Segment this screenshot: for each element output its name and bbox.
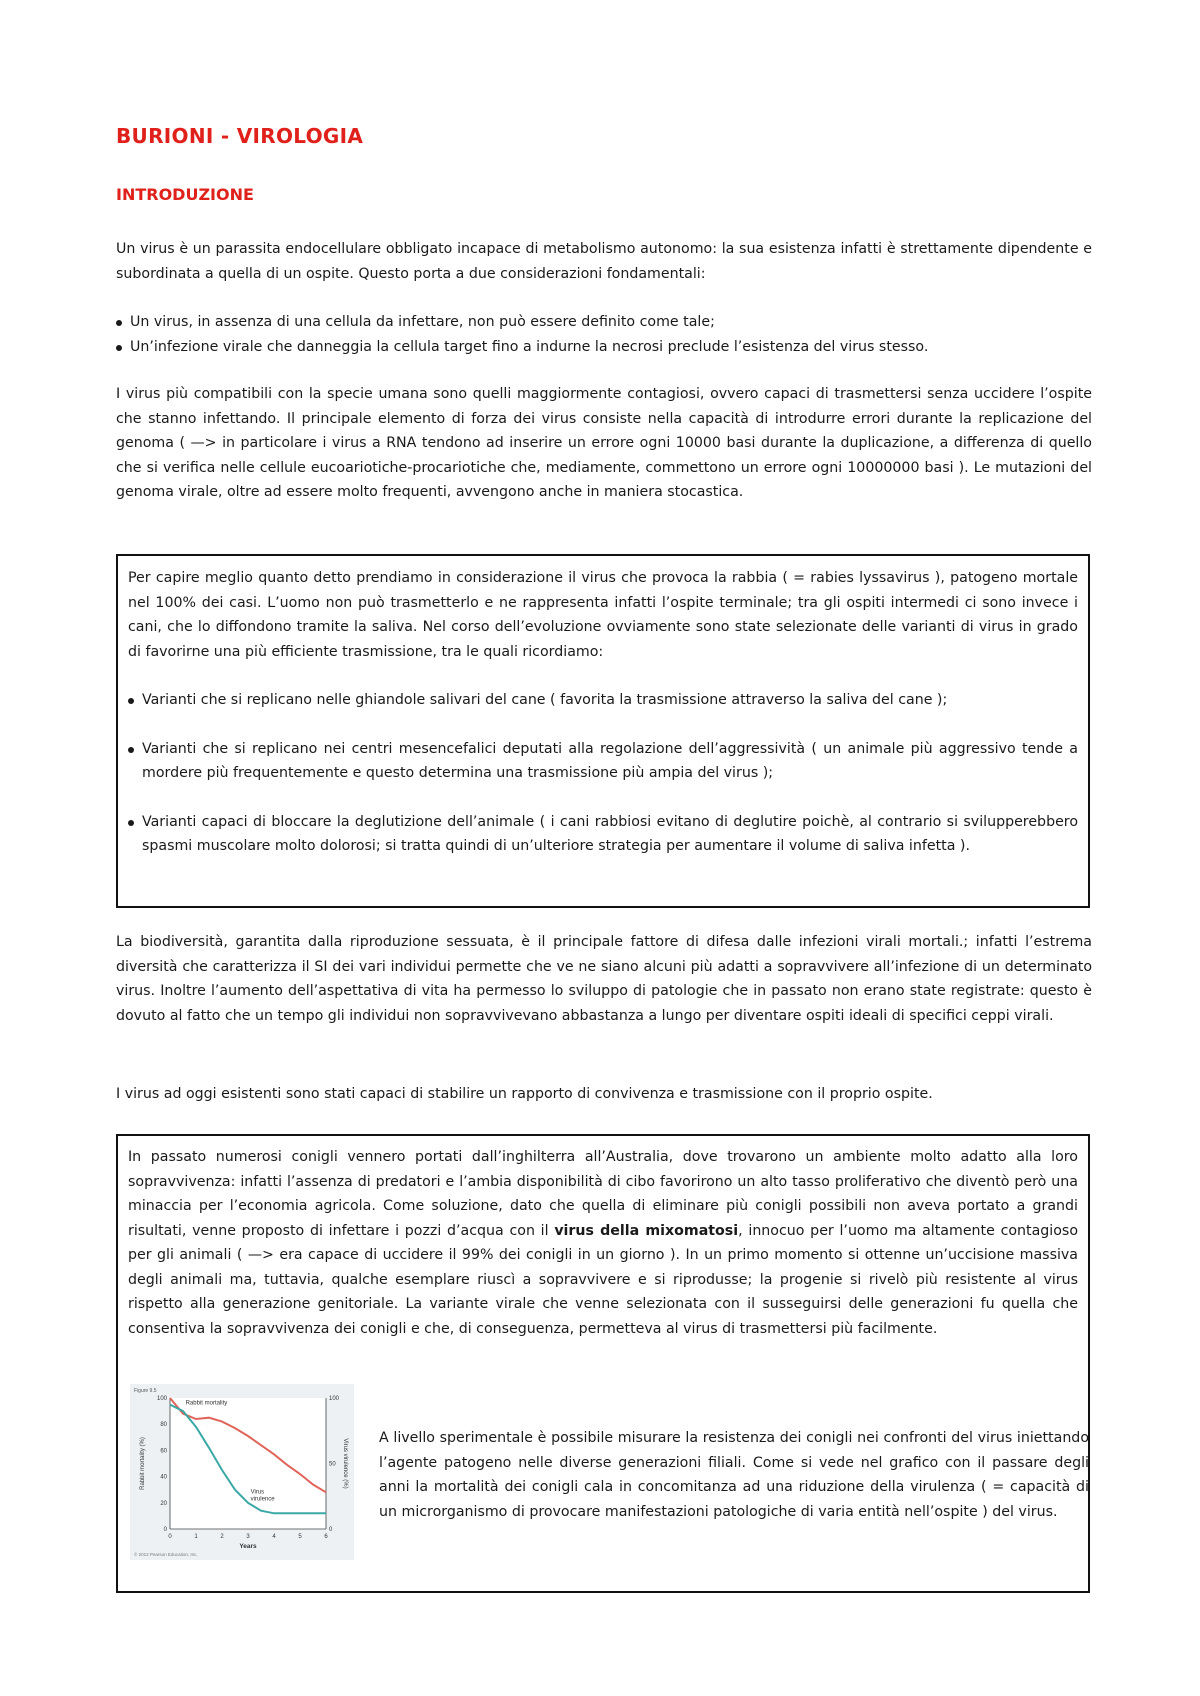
list-item-text: Un’infezione virale che danneggia la cellula target fino a indurne la necrosi preclude l’esistenza del virus stesso. <box>130 338 929 355</box>
legend-rabbit-mortality: Rabbit mortality <box>185 1400 228 1407</box>
myxomatosis-bold: virus della mixomatosi <box>554 1222 739 1239</box>
rabies-intro: Per capire meglio quanto detto prendiamo in considerazione il virus che provoca la rabbia ( = rabies lyssavirus ), patogeno mortale nel 100% dei casi. L’uomo non può trasmetterlo e ne rappresenta infatti l’ospite terminale; tra gli ospiti intermedi ci sono invece i cani, che lo diffondono tramite la saliva. Nel corso dell’evoluzione ovviamente sono state selezionate delle varianti di virus in grado di favorirne una più efficiente trasmissione, tra le quali ricordiamo: <box>128 570 1078 660</box>
bullet-list <box>116 310 1092 359</box>
list-item-text: Un virus, in assenza di una cellula da infettare, non può essere definito come tale; <box>130 314 715 330</box>
list-item-text: Varianti che si replicano nei centri mesencefalici deputati alla regolazione dell’aggressività ( un animale più aggressivo tende a mordere più frequentemente e questo determina una trasmissione più ampia del virus ); <box>142 740 1078 781</box>
experiment-text: A livello sperimentale è possibile misurare la resistenza dei conigli nei confronti del virus iniettando l’agente patogeno nelle diverse generazioni filiali. Come si vede nel grafico con il passare degli anni la mortalità dei conigli cala in concomitanza ad una riduzione della virulenza ( = capacità di un microrganismo di provocare manifestazioni patologiche di varia entità nell’ospite ) del virus. <box>379 1430 1089 1520</box>
list-item <box>116 310 1092 335</box>
list-item-text: Varianti capaci di bloccare la deglutizione dell’animale ( i cani rabbiosi evitano di deglutire poichè, al contrario si svilupperebbero spasmi muscolare molto dolorosi; si tratta quindi di un’ulteriore strategia per aumentare il volume di saliva infetta ). <box>142 813 1078 854</box>
list-item <box>128 810 1078 859</box>
myxomatosis-text-b: , innocuo per l’uomo ma altamente contagioso per gli animali ( —> era capace di uccidere il 99% dei conigli in un giorno ). In un primo momento si ottenne un’uccisione massiva degli animali ma, tuttavia, qualche esemplare riuscì a sopravvivere e si riprodusse; la progenie si rivelò più resistente al virus rispetto alla generazione genitoriale. La variante virale che venne selezionata con il susseguirsi delle generazioni fu quella che consentiva la sopravvivenza dei conigli e che, di conseguenza, permetteva al virus di trasmettersi più facilmente. <box>128 1222 1078 1337</box>
legend-virus-virulence-1: Virus <box>250 1489 265 1496</box>
bullet-icon <box>128 820 134 826</box>
list-item <box>128 737 1078 786</box>
list-item <box>128 688 1078 713</box>
figure-label: Figure 9.5 <box>134 1388 157 1394</box>
bullet-icon <box>128 747 134 753</box>
list-item <box>116 335 1092 360</box>
x-tick-label: 4 <box>272 1534 276 1540</box>
x-axis-label: Years <box>239 1543 257 1550</box>
y-tick-label: 80 <box>160 1422 167 1429</box>
y2-axis-label: Virus virulence (%) <box>342 1438 348 1489</box>
x-tick-label: 6 <box>324 1534 328 1540</box>
y-tick-label: 60 <box>160 1448 167 1455</box>
myxomatosis-box <box>116 1134 1090 1593</box>
paragraph-biodiversity: La biodiversità, garantita dalla riproduzione sessuata, è il principale fattore di difesa dalle infezioni virali mortali.; infatti l’estrema diversità che caratterizza il SI dei vari individui permette che ve ne siano alcuni più adatti a sopravvivere all’infezione di un determinato virus. Inoltre l’aumento dell’aspettativa di vita ha permesso lo sviluppo di patologie che in passato non erano state registrate: questo è dovuto al fatto che un tempo gli individui non sopravvivevano abbastanza a lungo per diventare ospiti ideali di specifici ceppi virali. <box>116 934 1092 1024</box>
legend-virus-virulence-2: virulence <box>250 1496 275 1503</box>
bullet-icon <box>128 698 134 704</box>
y-tick-label: 0 <box>163 1527 167 1533</box>
paragraph-intro: Un virus è un parassita endocellulare obbligato incapace di metabolismo autonomo: la sua esistenza infatti è strettamente dipendente e subordinata a quella di un ospite. Questo porta a due considerazioni fondamentali: <box>116 241 1092 282</box>
rabies-box <box>116 554 1090 908</box>
x-tick-label: 2 <box>220 1534 224 1540</box>
bullet-icon <box>116 320 122 326</box>
list-item-text: Varianti che si replicano nelle ghiandole salivari del cane ( favorita la trasmissione attraverso la saliva del cane ); <box>142 692 948 708</box>
x-tick-label: 1 <box>194 1534 198 1540</box>
y-tick-label: 40 <box>160 1474 167 1481</box>
chart-copyright: © 2012 Pearson Education, Inc. <box>134 1552 198 1557</box>
chart-figure <box>130 1384 354 1560</box>
myxomatosis-text-a: In passato numerosi conigli vennero portati dall’inghilterra all’Australia, dove trovarono un ambiente molto adatto alla loro sopravvivenza: infatti l’assenza di predatori e l’ambia disponibilità di cibo favorirono un alto tasso proliferativo che diventò però una minaccia per l’economia agricola. Come soluzione, dato che quella di eliminare più conigli possibili non aveva portato a grandi risultati, venne proposto di infettare i pozzi d’acqua con il <box>128 1149 1078 1239</box>
y-tick-label: 100 <box>156 1396 167 1402</box>
mortality-chart <box>130 1384 354 1560</box>
paragraph-mutations: I virus più compatibili con la specie umana sono quelli maggiormente contagiosi, ovvero capaci di trasmettersi senza uccidere l’ospite che stanno infettando. Il principale elemento di forza dei virus consiste nella capacità di introdurre errori durante la replicazione del genoma ( —> in particolare i virus a RNA tendono ad inserire un errore ogni 10000 basi durante la duplicazione, a differenza di quello che si verifica nelle cellule eucoariotiche-procariotiche che, mediamente, commettono un errore ogni 10000000 basi ). Le mutazioni del genoma virale, oltre ad essere molto frequenti, avvengono anche in maniera stocastica. <box>116 386 1092 500</box>
bullet-icon <box>116 345 122 351</box>
rabies-variant-list <box>128 688 1078 859</box>
y2-tick-label: 0 <box>329 1527 333 1533</box>
section-heading: INTRODUZIONE <box>116 185 254 204</box>
y2-tick-label: 50 <box>329 1461 336 1468</box>
y-tick-label: 20 <box>160 1500 167 1507</box>
x-tick-label: 3 <box>246 1534 250 1540</box>
x-tick-label: 5 <box>298 1534 302 1540</box>
myxomatosis-text <box>128 1145 1078 1341</box>
paragraph-coexistence: I virus ad oggi esistenti sono stati capaci di stabilire un rapporto di convivenza e trasmissione con il proprio ospite. <box>116 1086 933 1102</box>
y-axis-label: Rabbit mortality (%) <box>140 1437 146 1490</box>
y2-tick-label: 100 <box>329 1396 340 1402</box>
x-tick-label: 0 <box>168 1534 172 1540</box>
document-title: BURIONI - VIROLOGIA <box>116 124 364 148</box>
